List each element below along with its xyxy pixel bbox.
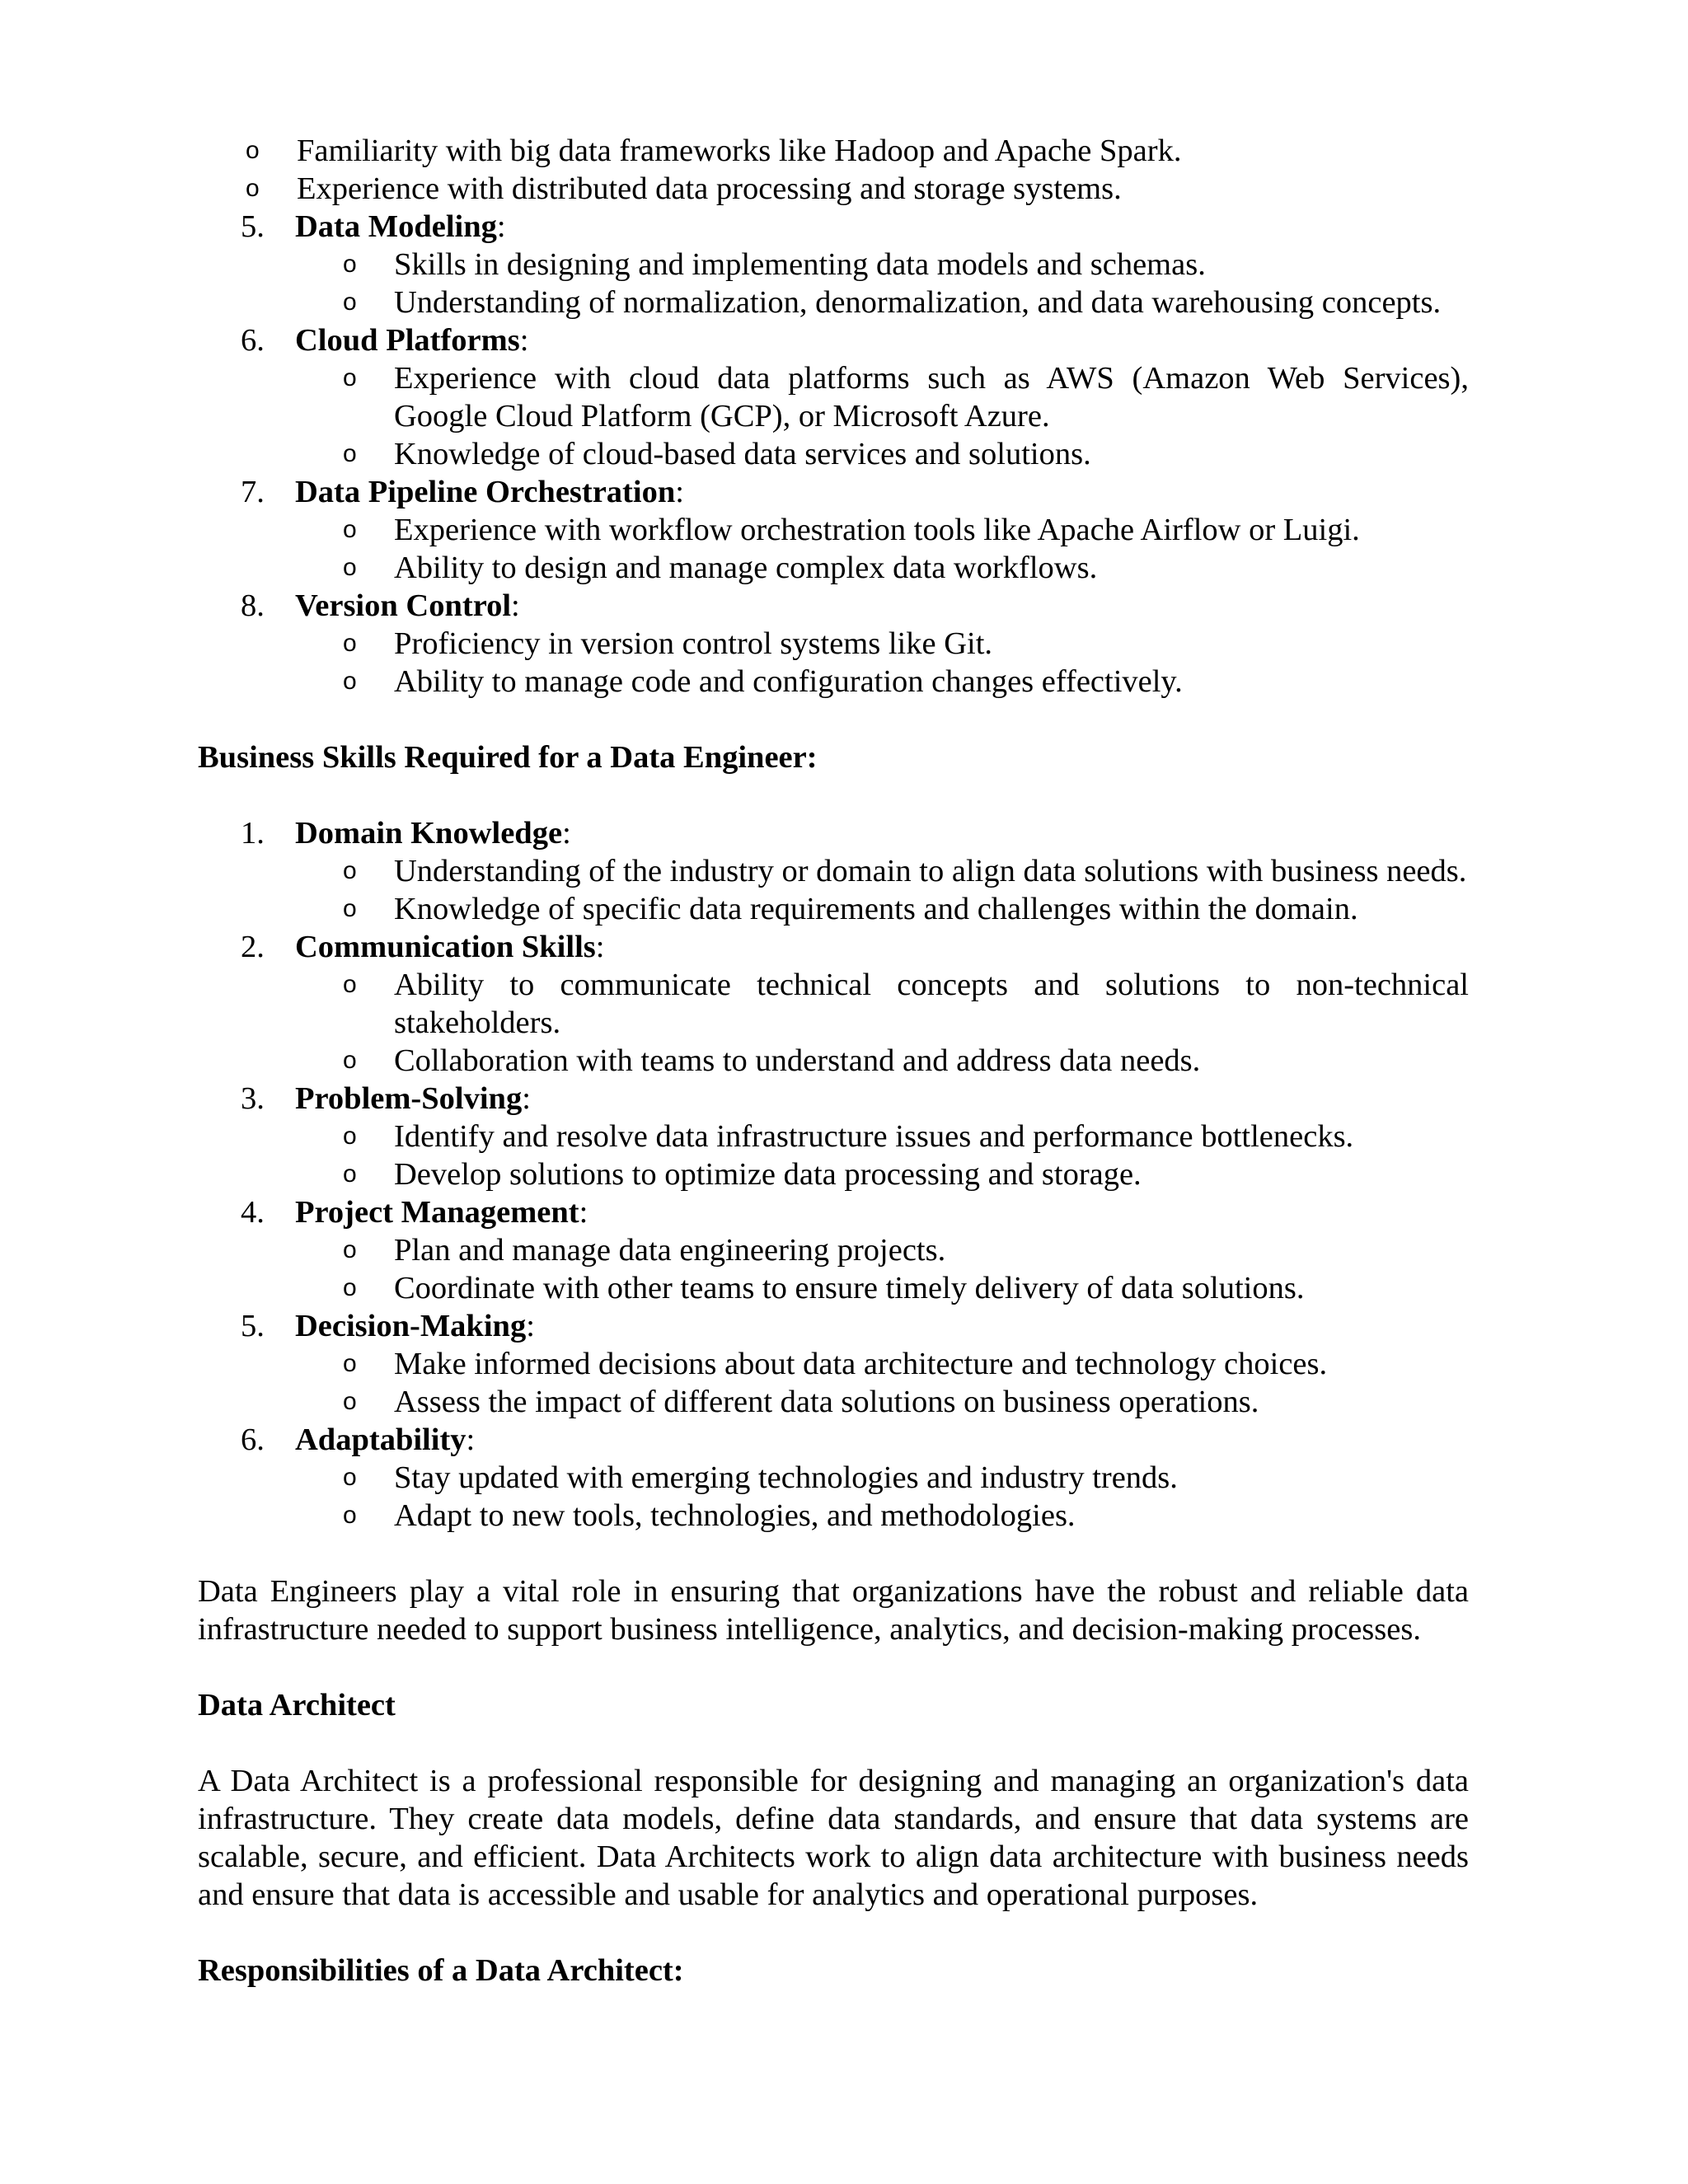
title-colon: : (511, 588, 520, 623)
list-item-decision-making (198, 1307, 1469, 1421)
list-item-adaptability (198, 1421, 1469, 1535)
sublist (295, 1231, 1469, 1307)
title-colon: : (675, 475, 684, 509)
title-colon: : (496, 209, 506, 244)
bullet-o-icon: o (343, 1274, 357, 1301)
data-architect-heading: Data Architect (198, 1688, 396, 1722)
title-colon: : (579, 1195, 588, 1230)
bullet-o-icon: o (343, 895, 357, 922)
sub-bullet (198, 170, 1469, 208)
sub-bullet-text: Develop solutions to optimize data processing and storage. (394, 1157, 1142, 1192)
business-skills-heading: Business Skills Required for a Data Engineer: (198, 740, 818, 775)
sub-bullet (295, 1042, 1469, 1080)
bullet-o-icon: o (343, 1350, 357, 1377)
sublist (295, 246, 1469, 321)
sub-bullet-text: Experience with workflow orchestration tools like Apache Airflow or Luigi. (394, 513, 1360, 547)
bullet-o-icon: o (343, 1388, 357, 1415)
sub-bullet (295, 359, 1469, 435)
sub-bullet (295, 966, 1469, 1042)
item-number: 5. (241, 1309, 265, 1343)
list-item-data-pipeline-orchestration (198, 473, 1469, 587)
item-title: Project Management (295, 1195, 579, 1230)
bullet-o-icon: o (343, 288, 357, 316)
sub-bullet-text: Familiarity with big data frameworks like Hadoop and Apache Spark. (297, 134, 1182, 168)
sub-bullet-text: Assess the impact of different data solutions on business operations. (394, 1385, 1259, 1419)
title-colon: : (519, 323, 529, 358)
sub-bullet (295, 1345, 1469, 1383)
title-colon: : (526, 1309, 535, 1343)
item-title: Data Pipeline Orchestration (295, 475, 676, 509)
item-number: 1. (241, 816, 265, 851)
sub-bullet (295, 246, 1469, 284)
document-page (198, 132, 1469, 2027)
sub-bullet-text: Knowledge of specific data requirements and challenges within the domain. (394, 892, 1358, 926)
item-number: 4. (241, 1195, 265, 1230)
item-number: 6. (241, 1422, 265, 1457)
responsibilities-heading: Responsibilities of a Data Architect: (198, 1953, 684, 1988)
item-title: Problem-Solving (295, 1081, 523, 1116)
item-title: Communication Skills (295, 930, 596, 964)
item-title: Domain Knowledge (295, 816, 563, 851)
title-colon: : (562, 816, 571, 851)
bullet-o-icon: o (343, 1047, 357, 1074)
sub-bullet-text: Understanding of normalization, denormalization, and data warehousing concepts. (394, 285, 1442, 320)
sub-bullet (295, 1269, 1469, 1307)
sub-bullet-text: Proficiency in version control systems like Git. (394, 626, 993, 661)
sub-bullet (295, 284, 1469, 321)
bullet-o-icon: o (343, 516, 357, 543)
sublist (295, 1345, 1469, 1421)
bullet-o-icon: o (343, 251, 357, 278)
sub-bullet (295, 852, 1469, 890)
bullet-o-icon: o (246, 137, 260, 164)
business-skills-list (198, 814, 1469, 1535)
bullet-o-icon: o (343, 971, 357, 998)
sub-bullet-text: Ability to communicate technical concepts and solutions to non-technical stakeholders. (394, 968, 1469, 1040)
bullet-o-icon: o (343, 857, 357, 884)
technical-skills-list (198, 208, 1469, 701)
sub-bullet-text: Stay updated with emerging technologies and industry trends. (394, 1460, 1178, 1495)
sub-bullet (295, 1118, 1469, 1155)
item-number: 8. (241, 588, 265, 623)
bullet-o-icon: o (343, 440, 357, 467)
sublist (295, 966, 1469, 1080)
title-colon: : (522, 1081, 531, 1116)
item-title: Adaptability (295, 1422, 467, 1457)
sub-bullet (295, 1459, 1469, 1497)
sub-bullet-text: Identify and resolve data infrastructure issues and performance bottlenecks. (394, 1119, 1354, 1154)
list-item-version-control (198, 587, 1469, 701)
sublist (295, 625, 1469, 701)
title-colon: : (466, 1422, 476, 1457)
continued-sublist (198, 132, 1469, 208)
bullet-o-icon: o (343, 364, 357, 391)
bullet-o-icon: o (343, 1160, 357, 1188)
sub-bullet-text: Coordinate with other teams to ensure timely delivery of data solutions. (394, 1271, 1305, 1305)
item-title: Version Control (295, 588, 512, 623)
sublist (295, 1118, 1469, 1193)
list-item-communication-skills (198, 928, 1469, 1080)
data-architect-paragraph: A Data Architect is a professional responsible for designing and managing an organization's data infrastructure. They create data models, define data standards, and ensure that data systems are scalable, secure, and efficient. Data Architects work to align data architecture with business needs and ensure that data is accessible and usable for analytics and operational purposes. (198, 1764, 1469, 1912)
closing-paragraph: Data Engineers play a vital role in ensuring that organizations have the robust and reliable data infrastructure needed to support business intelligence, analytics, and decision-making processes. (198, 1574, 1469, 1647)
sublist (295, 1459, 1469, 1535)
list-item-data-modeling (198, 208, 1469, 321)
item-number: 6. (241, 323, 265, 358)
bullet-o-icon: o (343, 1236, 357, 1263)
sub-bullet-text: Adapt to new tools, technologies, and methodologies. (394, 1498, 1076, 1533)
item-title: Cloud Platforms (295, 323, 520, 358)
sub-bullet-text: Knowledge of cloud-based data services and solutions. (394, 437, 1091, 471)
sub-bullet (295, 663, 1469, 701)
bullet-o-icon: o (343, 1502, 357, 1529)
sub-bullet (295, 1383, 1469, 1421)
item-number: 2. (241, 930, 265, 964)
bullet-o-icon: o (343, 668, 357, 695)
sub-bullet-text: Collaboration with teams to understand and address data needs. (394, 1043, 1201, 1078)
item-number: 5. (241, 209, 265, 244)
sub-bullet-text: Plan and manage data engineering projects. (394, 1233, 946, 1268)
sub-bullet-text: Experience with distributed data processing and storage systems. (297, 171, 1122, 206)
sublist (295, 511, 1469, 587)
sub-bullet (198, 132, 1469, 170)
sub-bullet-text: Skills in designing and implementing data models and schemas. (394, 247, 1206, 282)
sub-bullet (295, 890, 1469, 928)
sublist (295, 852, 1469, 928)
item-title: Data Modeling (295, 209, 497, 244)
sub-bullet (295, 549, 1469, 587)
sub-bullet (295, 1155, 1469, 1193)
list-item-domain-knowledge (198, 814, 1469, 928)
item-number: 7. (241, 475, 265, 509)
sub-bullet (295, 435, 1469, 473)
list-item-problem-solving (198, 1080, 1469, 1193)
item-title: Decision-Making (295, 1309, 527, 1343)
bullet-o-icon: o (343, 1122, 357, 1150)
sub-bullet-text: Understanding of the industry or domain to align data solutions with business needs. (394, 854, 1467, 888)
sub-bullet-text: Ability to design and manage complex data workflows. (394, 551, 1098, 585)
item-number: 3. (241, 1081, 265, 1116)
sub-bullet-text: Experience with cloud data platforms such as AWS (Amazon Web Services), Google Cloud Platform (GCP), or Microsoft Azure. (394, 361, 1469, 434)
bullet-o-icon: o (343, 554, 357, 581)
bullet-o-icon: o (343, 1464, 357, 1491)
sub-bullet (295, 625, 1469, 663)
bullet-o-icon: o (246, 175, 260, 202)
bullet-o-icon: o (343, 630, 357, 657)
sublist (295, 359, 1469, 473)
sub-bullet-text: Make informed decisions about data architecture and technology choices. (394, 1347, 1328, 1381)
title-colon: : (595, 930, 605, 964)
list-item-project-management (198, 1193, 1469, 1307)
sub-bullet (295, 1231, 1469, 1269)
sub-bullet (295, 1497, 1469, 1535)
sub-bullet-text: Ability to manage code and configuration changes effectively. (394, 664, 1183, 699)
sub-bullet (295, 511, 1469, 549)
list-item-cloud-platforms (198, 321, 1469, 473)
